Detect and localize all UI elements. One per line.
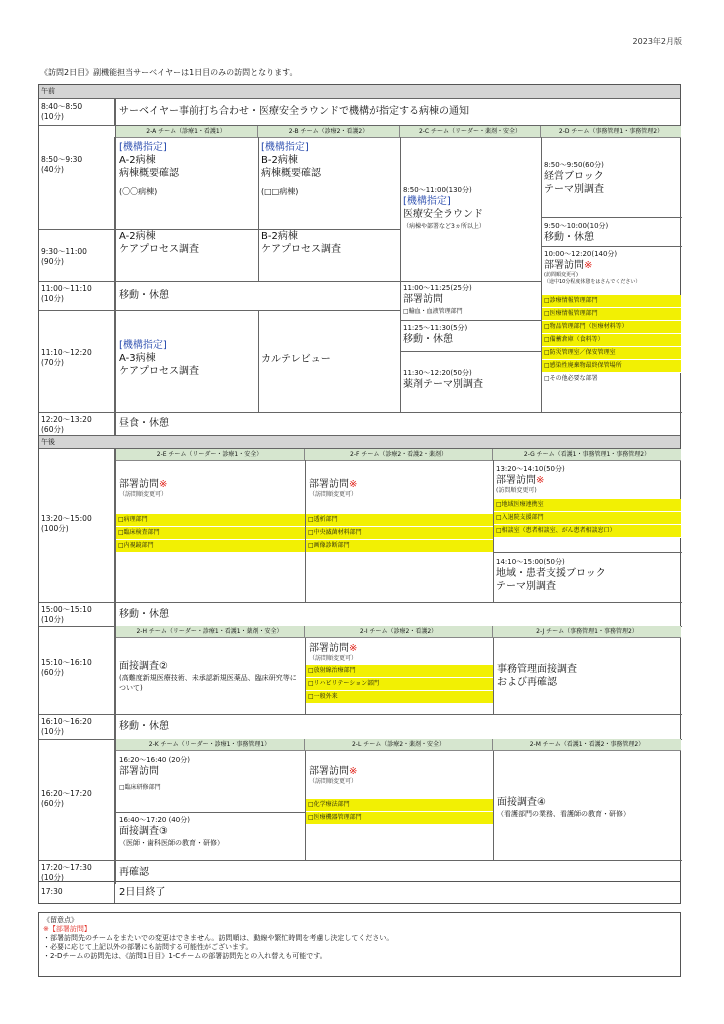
block-title: 部署訪問 — [403, 294, 443, 305]
team-2b-header: 2-B チーム（診療2・看護2） — [258, 126, 400, 138]
dept-item: □ 内視鏡部門 — [116, 540, 305, 553]
block-time: 11:30～12:20(50分) — [403, 369, 472, 377]
block-time: 9:50～10:00(10分) — [544, 222, 609, 230]
dept-item: □ 地域医療連携室 — [494, 499, 681, 512]
team-2l-block: 部署訪問※ （訪問順変更可） — [309, 765, 493, 786]
block-sub: （医師・歯科医師の教育・研修） — [119, 839, 224, 847]
dept-item: □ 医療機器管理部門 — [306, 812, 493, 825]
block-note: （訪問順変更可） — [119, 491, 168, 498]
time-cell: 11:10～12:20 (70分) — [39, 310, 115, 412]
team-2c-block-1 — [403, 185, 539, 230]
team-2d-header: 2-D チーム（事務管理1・事務管理2） — [541, 126, 681, 138]
dept-item: □ 放射線治療部門 — [306, 665, 493, 678]
time-cell: 17:30 — [39, 882, 115, 903]
dept-item: □ 医療情報管理部門 — [542, 308, 681, 321]
team-2g-header: 2-G チーム（看護1・事務管理1・事務管理2） — [493, 449, 681, 461]
team-2j-header: 2-J チーム（事務管理1・事務管理2） — [493, 626, 681, 638]
block-item: □ 臨床研修部門 — [119, 782, 301, 791]
block-title: 経営ブロック テーマ別調査 — [544, 171, 604, 195]
team-2m-header: 2-M チーム（看護1・看護2・事務管理2） — [493, 739, 681, 751]
am-r1-text: サーベイヤー事前打ち合わせ・医療安全ラウンドで機構が指定する病棟の通知 — [119, 106, 469, 117]
team-2h-block — [119, 660, 301, 693]
dept-item: □ 相談室（患者相談室、がん患者相談窓口） — [494, 525, 681, 538]
block-note: (訪問順変更可) — [496, 487, 537, 494]
time-cell: 8:40～8:50 (10分) — [39, 99, 115, 126]
notes-box — [38, 912, 681, 977]
dept-item: □ 画像診断部門 — [306, 540, 493, 553]
team-2a-block-3 — [119, 339, 199, 378]
spec-label: [機構指定] — [119, 340, 167, 351]
block-time: 10:00～12:20(140分) — [544, 250, 618, 258]
team-2a-block-2: A-2病棟 ケアプロセス調査 — [119, 231, 199, 255]
spec-label: [機構指定] — [261, 142, 309, 153]
time-cell: 15:00～15:10 (10分) — [39, 602, 115, 626]
team-2b-block-1 — [261, 141, 397, 197]
dept-item: □ 病理部門 — [116, 514, 305, 527]
block-time: 16:40～17:20 (40分) — [119, 816, 190, 824]
block-title: B-2病棟 病棟概要確認 — [261, 155, 321, 179]
team-2c-block-2 — [403, 283, 539, 315]
time-cell: 8:50～9:30 (40分) — [39, 137, 115, 229]
team-2f-block: 部署訪問※ （訪問順変更可） — [309, 478, 493, 499]
section-pm: 午後 — [39, 435, 680, 449]
team-2l-header: 2-L チーム（診療2・薬剤・安全） — [305, 739, 493, 751]
team-2l-dept-list — [306, 799, 493, 825]
block-sub: (〇〇病棟) — [119, 187, 158, 196]
block-title: 地域・患者支援ブロック テーマ別調査 — [496, 568, 606, 592]
team-2g-dept-list — [494, 499, 681, 538]
pm-move-2: 移動・休憩 — [119, 721, 169, 732]
notes-sub: ※【部署訪問】 — [43, 925, 91, 933]
team-2d-block-2 — [544, 221, 680, 244]
dept-item: □ 防災管理室／保安管理室 — [542, 347, 681, 360]
team-2b-block-2: B-2病棟 ケアプロセス調査 — [261, 231, 341, 255]
team-2e-header: 2-E チーム（リーダー・診療1・安全） — [115, 449, 305, 461]
time-cell: 12:20～13:20 (60分) — [39, 412, 115, 435]
block-note: （訪問順変更可） — [309, 778, 358, 785]
dept-item: □ 診療情報管理部門 — [542, 295, 681, 308]
section-am: 午前 — [39, 85, 680, 98]
block-time: 8:50～11:00(130分) — [403, 186, 472, 194]
team-2c-block-4 — [403, 368, 539, 391]
block-sub: （病棟や部署など3ヵ所以上） — [403, 223, 485, 230]
team-2i-block: 部署訪問※ （訪問順変更可） — [309, 642, 493, 663]
team-2a-header: 2-A チーム（診療1・看護1） — [115, 126, 258, 138]
block-title: 面接調査② — [119, 661, 168, 672]
team-2e-dept-list — [116, 514, 305, 553]
block-title: 部署訪問 — [119, 766, 159, 777]
block-title: 面接調査③ — [119, 826, 168, 837]
am-row-1 — [39, 98, 680, 126]
block-title: A-3病棟 ケアプロセス調査 — [119, 353, 199, 377]
time-cell: 11:00～11:10 (10分) — [39, 281, 115, 310]
team-2j-block: 事務管理面接調査 および再確認 — [497, 664, 577, 688]
team-2k-block-1 — [119, 755, 301, 791]
block-time: 8:50～9:50(60分) — [544, 161, 604, 169]
dept-item: □ 化学療法部門 — [306, 799, 493, 812]
team-2c-block-3 — [403, 323, 539, 346]
team-2b-block-3: カルテレビュー — [261, 354, 331, 365]
block-note: （訪問順変更可） — [309, 491, 358, 498]
end-text: 2日目終了 — [119, 887, 166, 898]
block-note: (訪問順変更可) （途中10分程度休憩をはさんでください） — [544, 272, 641, 285]
team-2f-header: 2-F チーム（診療2・看護2・薬剤） — [305, 449, 493, 461]
pm-move-1: 移動・休憩 — [119, 609, 169, 620]
dept-item: □ 備蓄倉庫（食料等） — [542, 334, 681, 347]
time-cell: 15:10～16:10 (60分) — [39, 626, 115, 714]
block-title: 薬剤テーマ別調査 — [403, 379, 483, 390]
dept-item: □ 透析部門 — [306, 514, 493, 527]
block-title: 移動・休憩 — [403, 334, 453, 345]
dept-item: □ 感染性廃棄物最終保管場所 — [542, 360, 681, 373]
team-2d-dept-list — [542, 295, 681, 385]
dept-item: □ 一般外来 — [306, 691, 493, 704]
block-time: 16:20～16:40 (20分) — [119, 756, 190, 764]
block-time: 11:00～11:25(25分) — [403, 284, 472, 292]
time-cell: 13:20～15:00 (100分) — [39, 448, 115, 602]
notes-line: ・2-Dチームの訪問先は、《訪問1日目》1-Cチームの部署訪問先との入れ替えも可能です。 — [43, 952, 327, 960]
time-cell: 9:30～11:00 (90分) — [39, 229, 115, 281]
block-title: A-2病棟 病棟概要確認 — [119, 155, 179, 179]
team-2d-block-3 — [544, 249, 680, 286]
block-time: 14:10～15:00(50分) — [496, 558, 565, 566]
intro-text: 《訪問2日目》副機能担当サーベイヤーは1日目のみの訪問となります。 — [40, 68, 298, 77]
team-2a-block-1 — [119, 141, 255, 197]
block-item: □ 輸血・血液管理部門 — [403, 306, 539, 315]
team-2k-block-2 — [119, 815, 301, 848]
spec-label: [機構指定] — [403, 196, 451, 207]
team-2m-block — [497, 796, 679, 819]
notes-heading: 《留意点》 — [43, 916, 78, 924]
block-title: 面接調査④ — [497, 797, 546, 808]
version-label: 2023年2月版 — [632, 37, 682, 46]
notes-line: ・部署訪問先のチームをまたいでの変更はできません。訪問順は、動線や繁忙時間を考慮し決定してください。 — [43, 934, 394, 942]
team-2d-block-1 — [544, 160, 680, 196]
block-note: （訪問順変更可） — [309, 655, 358, 662]
team-2g-block-2 — [496, 557, 680, 593]
dept-item: □ 物品管理部門（医療材料等） — [542, 321, 681, 334]
am-move: 移動・休憩 — [119, 290, 169, 301]
schedule-table — [38, 84, 681, 882]
block-sub: (□□病棟) — [261, 187, 299, 196]
dept-item: □ 中央滅菌材料部門 — [306, 527, 493, 540]
end-row — [38, 882, 681, 904]
team-2h-header: 2-H チーム（リーダー・診療1・看護1・薬剤・安全） — [115, 626, 305, 638]
block-sub: （看護部門の業務、看護師の教育・研修） — [497, 810, 630, 818]
time-cell: 17:20～17:30 (10分) — [39, 860, 115, 884]
team-2g-block-1: 13:20～14:10(50分) 部署訪問※ (訪問順変更可) — [496, 464, 680, 495]
dept-item: □ リハビリテーション部門 — [306, 678, 493, 691]
block-sub: (高難度新規医療技術、未承認新規医薬品、臨床研究等について) — [119, 674, 297, 692]
team-2k-header: 2-K チーム（リーダー・診療1・事務管理1） — [115, 739, 305, 751]
block-time: 11:25～11:30(5分) — [403, 324, 468, 332]
team-2e-block: 部署訪問※ （訪問順変更可） — [119, 478, 303, 499]
block-title: 移動・休憩 — [544, 232, 594, 243]
dept-item: □ その他必要な部署 — [542, 373, 681, 385]
dept-item: □ 臨床検査部門 — [116, 527, 305, 540]
time-cell: 16:20～17:20 (60分) — [39, 739, 115, 860]
block-title: 医療安全ラウンド — [403, 209, 483, 220]
notes-line: ・必要に応じて上記以外の部署にも訪問する可能性がございます。 — [43, 943, 253, 951]
block-title: 部署訪問※ — [544, 260, 593, 271]
block-time: 13:20～14:10(50分) — [496, 465, 565, 473]
recheck-text: 再確認 — [119, 867, 149, 878]
team-2i-dept-list — [306, 665, 493, 704]
dept-item: □ 入退院支援部門 — [494, 512, 681, 525]
team-2f-dept-list — [306, 514, 493, 553]
team-2i-header: 2-I チーム（診療2・看護2） — [305, 626, 493, 638]
spec-label: [機構指定] — [119, 142, 167, 153]
lunch-text: 昼食・休憩 — [119, 418, 169, 429]
team-2c-header: 2-C チーム（リーダー・薬剤・安全） — [400, 126, 541, 138]
time-cell: 16:10～16:20 (10分) — [39, 714, 115, 739]
